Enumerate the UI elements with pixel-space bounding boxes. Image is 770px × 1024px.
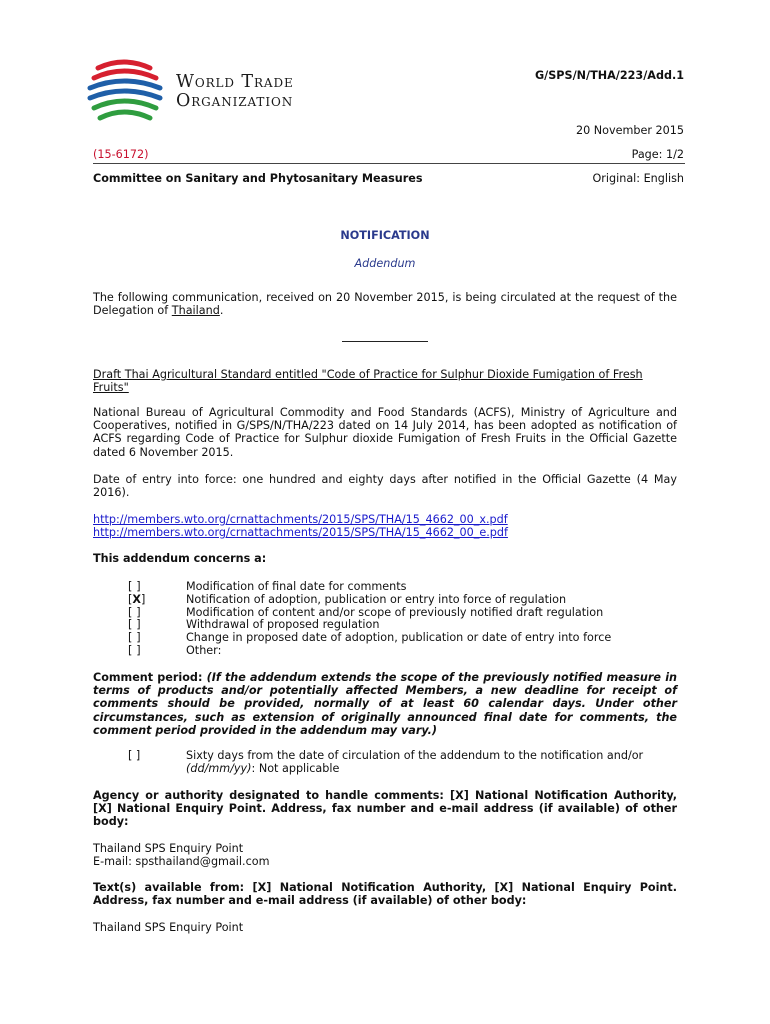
org-name-line2: Organization <box>176 91 294 111</box>
enquiry-point-name: Thailand SPS Enquiry Point <box>93 842 244 855</box>
page-number: Page: 1/2 <box>631 148 684 161</box>
wto-logo <box>84 58 170 126</box>
comment-period-text: (If the addendum extends the scope of the previously notified measure in terms of products and/or potentially affected Members, a new deadline for receipt of comments should be provided, normally of at least 60 calendar days. Under other circumstances, such as extension of originally announced final date for comments, the comment period provided in the addendum may vary.) <box>93 671 677 737</box>
notification-title: NOTIFICATION <box>340 229 430 242</box>
document-symbol: G/SPS/N/THA/223/Add.1 <box>534 69 684 82</box>
checklist-item <box>128 644 688 657</box>
checklist-label: Change in proposed date of adoption, publication or date of entry into force <box>186 631 612 645</box>
document-reference: (15-6172) <box>93 148 149 161</box>
checklist-item <box>128 606 688 619</box>
texts-available-paragraph: Text(s) available from: [X] National Notification Authority, [X] National Enquiry Point. Address, fax number and e-mail address (if available) of other body: <box>93 881 677 908</box>
checklist-label: Notification of adoption, publication or entry into force of regulation <box>186 592 567 606</box>
attachment-links <box>93 513 677 539</box>
wto-logo-icon <box>84 58 170 126</box>
intro-text: The following communication, received on 20 November 2015, is being circulated at the request of the Delegation of <box>93 291 677 318</box>
checkbox: [ ] <box>128 749 141 762</box>
intro-paragraph <box>93 291 677 317</box>
comment-period-label: Comment period: <box>93 671 207 684</box>
draft-title: Draft Thai Agricultural Standard entitled "Code of Practice for Sulphur Dioxide Fumigation of Fresh Fruits" <box>93 368 643 395</box>
body-paragraph-1: National Bureau of Agricultural Commodity and Food Standards (ACFS), Ministry of Agriculture and Cooperatives, notified in G/SPS/N/THA/223 dated on 14 July 2014, has been adopted as notification of ACFS regarding Code of Practice for Sulphur dioxide Fumigation of Fresh Fruits in the Official Gazette dated 6 November 2015. <box>93 406 677 459</box>
checkbox: [X] <box>128 592 146 606</box>
checklist-label: Modification of content and/or scope of previously notified draft regulation <box>186 605 604 619</box>
checkbox: [ ] <box>128 605 141 619</box>
checklist-label: Modification of final date for comments <box>186 580 407 593</box>
checklist-label: Withdrawal of proposed regulation <box>186 618 380 632</box>
enquiry-point-block <box>93 842 677 868</box>
header-divider <box>93 163 685 164</box>
checklist-item <box>128 631 688 644</box>
checklist-item <box>128 593 688 606</box>
checkbox: [ ] <box>128 643 141 657</box>
sixty-days-value: : Not applicable <box>251 762 340 776</box>
committee-name: Committee on Sanitary and Phytosanitary Measures <box>93 172 423 185</box>
body-paragraph-2: Date of entry into force: one hundred and eighty days after notified in the Official Gazette (4 May 2016). <box>93 473 677 500</box>
intro-end: . <box>219 304 224 318</box>
checkbox: [ ] <box>128 618 141 632</box>
original-language: Original: English <box>592 172 684 185</box>
enquiry-point-name-2: Thailand SPS Enquiry Point <box>93 921 244 934</box>
org-name-line1: World Trade <box>176 72 294 92</box>
intro-member: Thailand <box>171 304 220 318</box>
attachment-link-x[interactable]: http://members.wto.org/crnattachments/2015/SPS/THA/15_4662_00_x.pdf <box>93 513 508 526</box>
checkbox: [ ] <box>128 631 141 645</box>
checklist-label: Other: <box>186 643 222 657</box>
enquiry-point-email: E-mail: spsthailand@gmail.com <box>93 855 270 869</box>
notification-subtitle: Addendum <box>354 257 416 270</box>
agency-paragraph: Agency or authority designated to handle comments: [X] National Notification Authority, [X] National Enquiry Point. Address, fax number and e-mail address (if available) of other body: <box>93 789 677 829</box>
section-separator <box>342 341 428 342</box>
sixty-days-option <box>128 749 680 775</box>
checklist-item <box>128 580 688 593</box>
organization-name <box>176 73 294 111</box>
concerns-heading: This addendum concerns a: <box>93 552 267 565</box>
checkbox: [ ] <box>128 580 141 593</box>
comment-period <box>93 671 677 737</box>
attachment-link-e[interactable]: http://members.wto.org/crnattachments/2015/SPS/THA/15_4662_00_e.pdf <box>93 526 508 540</box>
document-date: 20 November 2015 <box>575 124 684 137</box>
checklist-item <box>128 618 688 631</box>
concerns-checklist <box>128 580 688 657</box>
date-format: (dd/mm/yy) <box>186 762 252 776</box>
sixty-days-text: Sixty days from the date of circulation of the addendum to the notification and/or (dd/mm/yy): Not applicable <box>186 749 644 776</box>
